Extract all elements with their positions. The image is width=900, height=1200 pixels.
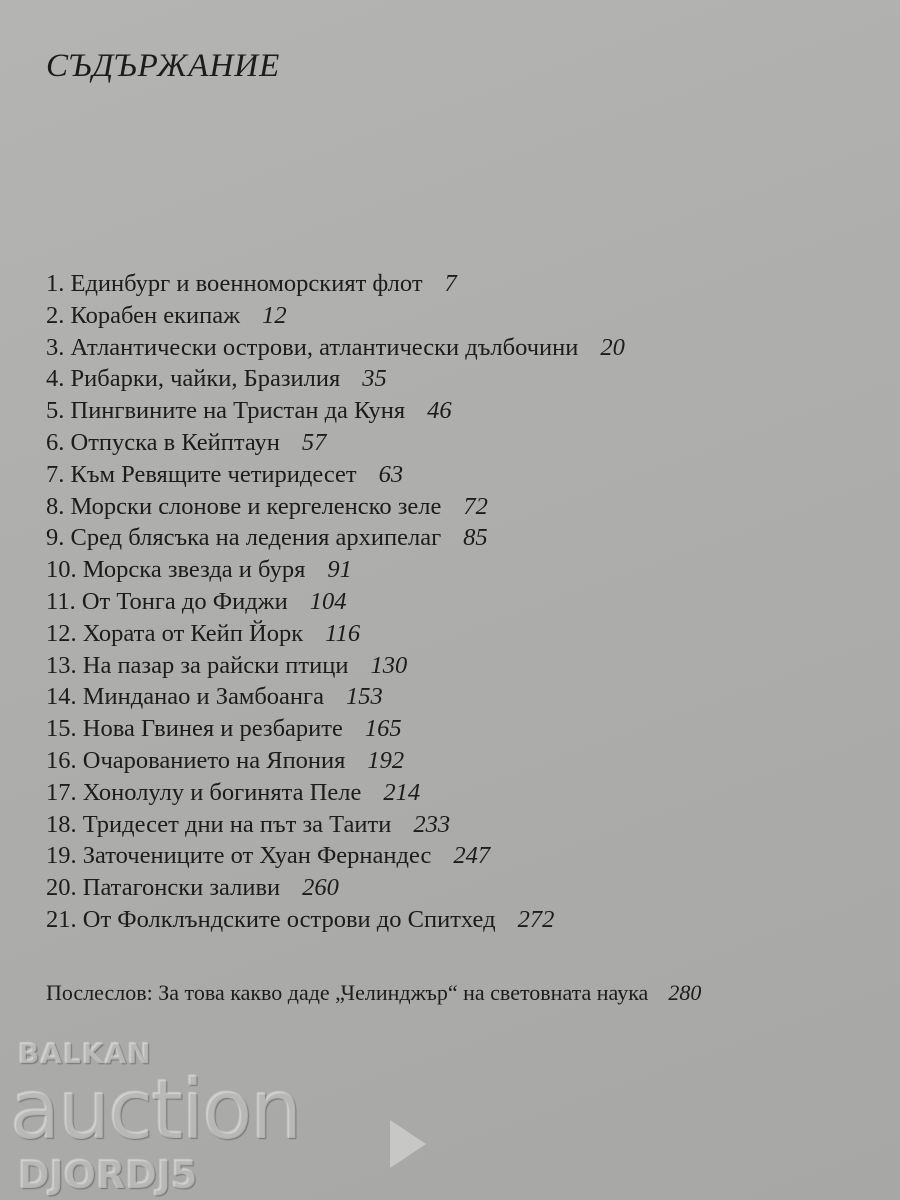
entry-page: 91	[327, 556, 352, 584]
toc-entry	[46, 745, 625, 777]
entry-page: 12	[262, 301, 287, 329]
entry-label: 2. Корабен екипаж	[46, 301, 241, 329]
entry-label: 5. Пингвините на Тристан да Куня	[46, 397, 406, 425]
entry-label: Послеслов: За това какво даде „Челинджър“ на световната наука	[46, 980, 649, 1005]
entry-label: 16. Очарованието на Япония	[46, 746, 346, 774]
entry-label: 12. Хората от Кейп Йорк	[46, 619, 304, 647]
entry-page: 35	[362, 365, 387, 393]
entry-page: 116	[325, 619, 361, 647]
entry-page: 46	[427, 397, 452, 425]
entry-label: 3. Атлантически острови, атлантически дълбочини	[46, 333, 579, 361]
entry-page: 165	[364, 715, 402, 743]
toc-entry	[46, 713, 625, 745]
entry-page: 214	[383, 778, 421, 806]
entry-page: 7	[444, 270, 457, 297]
toc-entry	[46, 777, 625, 809]
toc-entry	[46, 268, 625, 300]
watermark-line2: auction	[10, 1063, 301, 1158]
entry-page: 233	[413, 810, 451, 838]
entry-label: 15. Нова Гвинея и резбарите	[46, 715, 343, 743]
toc-entry	[46, 522, 625, 554]
entry-label: 4. Рибарки, чайки, Бразилия	[46, 365, 341, 393]
toc-entry	[46, 872, 625, 904]
table-of-contents	[46, 268, 625, 936]
page-title: СЪДЪРЖАНИЕ	[46, 48, 281, 84]
entry-page: 57	[301, 428, 327, 456]
toc-entry	[46, 491, 625, 523]
entry-label: 14. Минданао и Замбоанга	[46, 683, 324, 711]
entry-label: 9. Сред блясъка на ледения архипелаг	[46, 524, 442, 552]
entry-label: 19. Заточениците от Хуан Фернандес	[46, 842, 432, 870]
toc-entry	[46, 681, 625, 713]
toc-entry-afterword	[46, 978, 796, 1007]
toc-entry	[46, 809, 625, 841]
entry-label: 20. Патагонски заливи	[46, 874, 281, 902]
entry-page: 20	[600, 333, 625, 361]
entry-label: 11. От Тонга до Фиджи	[46, 587, 288, 615]
watermark-line1: BALKAN	[18, 1037, 152, 1070]
entry-page: 104	[309, 587, 347, 615]
entry-label: 6. Отпуска в Кейптаун	[46, 428, 280, 456]
play-icon	[390, 1120, 426, 1168]
entry-label: 21. От Фолклъндските острови до Спитхед	[46, 905, 496, 933]
toc-entry	[46, 904, 625, 936]
toc-entry	[46, 840, 625, 872]
entry-page: 85	[463, 524, 488, 552]
toc-entry	[46, 427, 625, 459]
entry-page: 130	[370, 651, 408, 679]
toc-entry	[46, 395, 625, 427]
entry-label: 17. Хонолулу и богинята Пеле	[46, 778, 362, 806]
entry-label: 13. На пазар за райски птици	[46, 651, 349, 679]
entry-label: 1. Единбург и военноморският флот	[46, 270, 423, 297]
entry-label: 8. Морски слонове и кергеленско зеле	[46, 492, 442, 520]
watermark-line3: DJORDJ5	[18, 1153, 198, 1197]
toc-entry	[46, 650, 625, 682]
toc-entry	[46, 554, 625, 586]
entry-page: 153	[345, 683, 383, 711]
entry-page: 192	[367, 746, 405, 774]
entry-label: 18. Тридесет дни на път за Таити	[46, 810, 392, 838]
entry-page: 63	[378, 460, 404, 488]
toc-entry	[46, 586, 625, 618]
toc-entry	[46, 618, 625, 650]
entry-label: 7. Към Ревящите четиридесет	[46, 460, 357, 488]
toc-entry	[46, 300, 625, 332]
entry-page: 72	[463, 492, 488, 520]
entry-label: 10. Морска звезда и буря	[46, 556, 306, 584]
toc-entry	[46, 363, 625, 395]
entry-page: 260	[302, 874, 339, 902]
toc-entry	[46, 332, 625, 364]
toc-entry	[46, 459, 625, 491]
entry-page: 280	[668, 980, 702, 1005]
entry-page: 272	[517, 905, 555, 933]
entry-page: 247	[453, 842, 491, 870]
